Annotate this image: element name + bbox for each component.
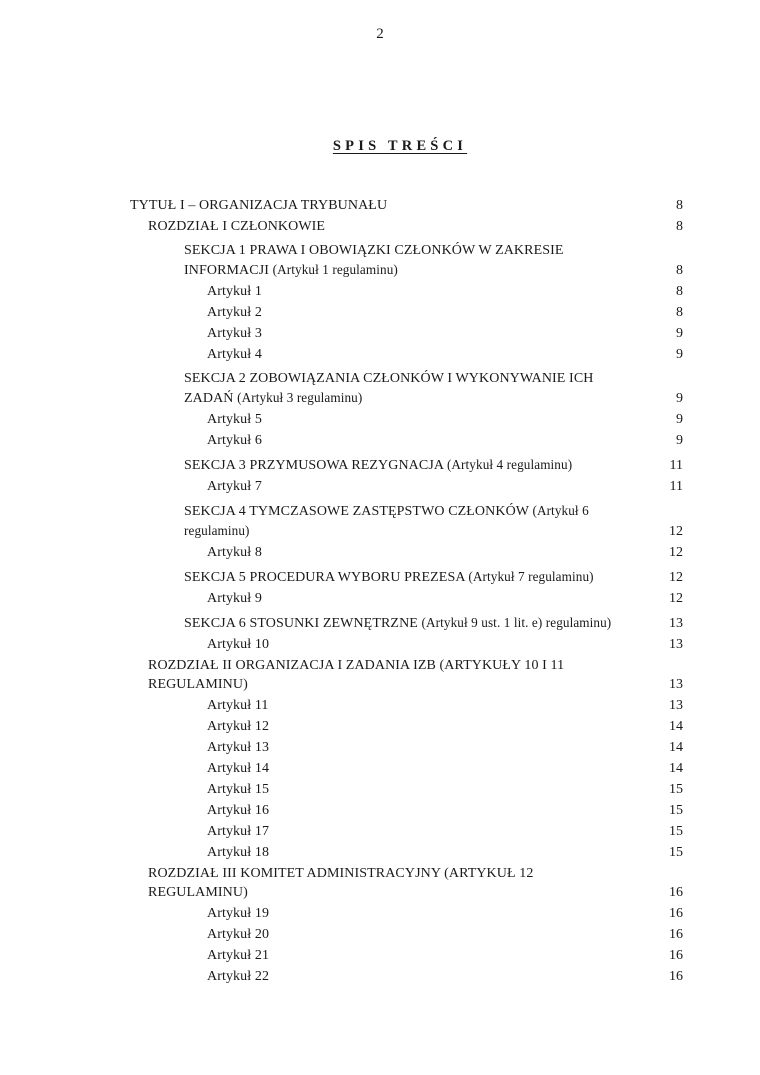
toc-entry-text: Artykuł 14 [207,761,270,776]
toc-page-number: 9 [676,391,683,406]
toc-entry-text: Artykuł 20 [207,927,270,942]
toc-entry-article[interactable] [0,822,760,841]
toc-entry-text: Artykuł 5 [207,412,262,427]
toc-entry-article[interactable] [0,589,760,608]
toc-entry-article[interactable] [0,635,760,654]
toc-page-number: 12 [669,570,683,585]
toc-page-number: 16 [669,906,683,921]
toc-page-number: 13 [669,637,683,652]
toc-entry-article[interactable] [0,345,760,364]
toc-entry-text: SEKCJA 2 ZOBOWIĄZANIA CZŁONKÓW I WYKONYWANIE ICH ZADAŃ (Artykuł 3 regulaminu) [184,371,594,406]
toc-entry-text: SEKCJA 6 STOSUNKI ZEWNĘTRZNE (Artykuł 9 ust. 1 lit. e) regulaminu) [184,615,612,631]
toc-entry-chapter[interactable] [0,656,760,694]
toc-entry-section[interactable] [0,455,760,475]
toc-page-number: 8 [676,305,683,320]
toc-page-number: 9 [676,347,683,362]
toc-entry-text: Artykuł 18 [207,845,270,860]
toc-title: SPIS TREŚCI [332,138,468,154]
toc-entry-text: ROZDZIAŁ III KOMITET ADMINISTRACYJNY (ARTYKUŁ 12 REGULAMINU) [148,866,534,900]
toc-entry-article[interactable] [0,543,760,562]
toc-page-number: 16 [669,885,683,900]
toc-entry-text: Artykuł 15 [207,782,270,797]
toc-entry-article[interactable] [0,410,760,429]
toc-page-number: 15 [669,845,683,860]
toc-entry-section[interactable] [0,567,760,587]
toc-page-number: 13 [669,698,683,713]
toc-page-number: 13 [669,616,683,631]
toc-entry-article[interactable] [0,303,760,322]
toc-page-number: 15 [669,803,683,818]
toc-entry-chapter[interactable] [0,217,760,236]
toc-entry-subtext: (Artykuł 6 regulaminu) [184,503,589,538]
toc-entry-text: ROZDZIAŁ II ORGANIZACJA I ZADANIA IZB (ARTYKUŁY 10 I 11 REGULAMINU) [148,658,565,692]
toc-entry-text: Artykuł 1 [207,284,262,299]
toc-entry-article[interactable] [0,717,760,736]
toc-entry-text: SEKCJA 5 PROCEDURA WYBORU PREZESA (Artykuł 7 regulaminu) [184,569,594,585]
table-of-contents [0,196,760,986]
toc-page-number: 15 [669,824,683,839]
toc-page-number: 8 [676,284,683,299]
toc-entry-article[interactable] [0,946,760,965]
toc-entry-text: Artykuł 9 [207,591,262,606]
toc-page-number: 14 [669,761,683,776]
toc-entry-text: Artykuł 17 [207,824,270,839]
toc-entry-article[interactable] [0,780,760,799]
toc-entry-text: Artykuł 2 [207,305,262,320]
toc-page-number: 14 [669,719,683,734]
toc-entry-text: Artykuł 11 [207,698,269,713]
toc-entry-article[interactable] [0,904,760,923]
toc-entry-subtext: (Artykuł 7 regulaminu) [468,569,594,584]
toc-entry-text: Artykuł 16 [207,803,270,818]
toc-page-number: 8 [676,263,683,278]
toc-entry-subtext: (Artykuł 3 regulaminu) [237,390,363,405]
toc-page-number: 16 [669,969,683,984]
toc-entry-text: Artykuł 13 [207,740,270,755]
toc-page-number: 16 [669,927,683,942]
toc-entry-text: Artykuł 8 [207,545,262,560]
toc-entry-section[interactable] [0,501,760,541]
toc-entry-article[interactable] [0,843,760,862]
toc-entry-subtext: (Artykuł 9 ust. 1 lit. e) regulaminu) [421,615,612,630]
toc-entry-chapter[interactable] [0,864,760,902]
toc-page-number: 9 [676,412,683,427]
toc-entry-text: ROZDZIAŁ I CZŁONKOWIE [148,219,326,234]
toc-page-number: 8 [676,219,683,234]
toc-entry-text: TYTUŁ I – ORGANIZACJA TRYBUNAŁU [130,198,388,213]
toc-page-number: 15 [669,782,683,797]
toc-page-number: 12 [669,524,683,539]
toc-entry-article[interactable] [0,967,760,986]
toc-entry-subtext: (Artykuł 1 regulaminu) [272,262,398,277]
toc-entry-text: Artykuł 22 [207,969,270,984]
toc-page-number: 14 [669,740,683,755]
toc-page-number: 13 [669,677,683,692]
toc-entry-text: Artykuł 4 [207,347,262,362]
toc-entry-text: SEKCJA 3 PRZYMUSOWA REZYGNACJA (Artykuł 4 regulaminu) [184,457,573,473]
page-number: 2 [376,26,384,42]
toc-entry-text: SEKCJA 1 PRAWA I OBOWIĄZKI CZŁONKÓW W ZAKRESIE INFORMACJI (Artykuł 1 regulaminu) [184,243,564,278]
toc-entry-article[interactable] [0,801,760,820]
toc-entry-text: Artykuł 19 [207,906,270,921]
toc-entry-article[interactable] [0,431,760,450]
toc-entry-article[interactable] [0,696,760,715]
toc-entry-article[interactable] [0,925,760,944]
toc-page-number: 12 [669,591,683,606]
toc-entry-section[interactable] [0,369,760,408]
toc-entry-article[interactable] [0,477,760,496]
toc-entry-article[interactable] [0,759,760,778]
toc-entry-text: Artykuł 12 [207,719,270,734]
toc-entry-text: Artykuł 10 [207,637,270,652]
toc-entry-article[interactable] [0,738,760,757]
toc-page-number: 11 [669,479,683,494]
toc-page-number: 11 [669,458,683,473]
toc-page-number: 9 [676,326,683,341]
toc-entry-text: Artykuł 3 [207,326,262,341]
toc-entry-article[interactable] [0,282,760,301]
toc-entry-title[interactable] [0,196,760,215]
toc-entry-section[interactable] [0,241,760,280]
toc-entry-text: Artykuł 21 [207,948,270,963]
toc-entry-subtext: (Artykuł 4 regulaminu) [446,457,573,472]
toc-page-number: 9 [676,433,683,448]
toc-page-number: 16 [669,948,683,963]
toc-entry-section[interactable] [0,613,760,633]
toc-entry-article[interactable] [0,324,760,343]
toc-entry-text: SEKCJA 4 TYMCZASOWE ZASTĘPSTWO CZŁONKÓW (Artykuł 6 regulaminu) [184,503,589,538]
toc-entry-text: Artykuł 7 [207,479,262,494]
toc-page-number: 12 [669,545,683,560]
toc-page-number: 8 [676,198,683,213]
toc-entry-text: Artykuł 6 [207,433,262,448]
